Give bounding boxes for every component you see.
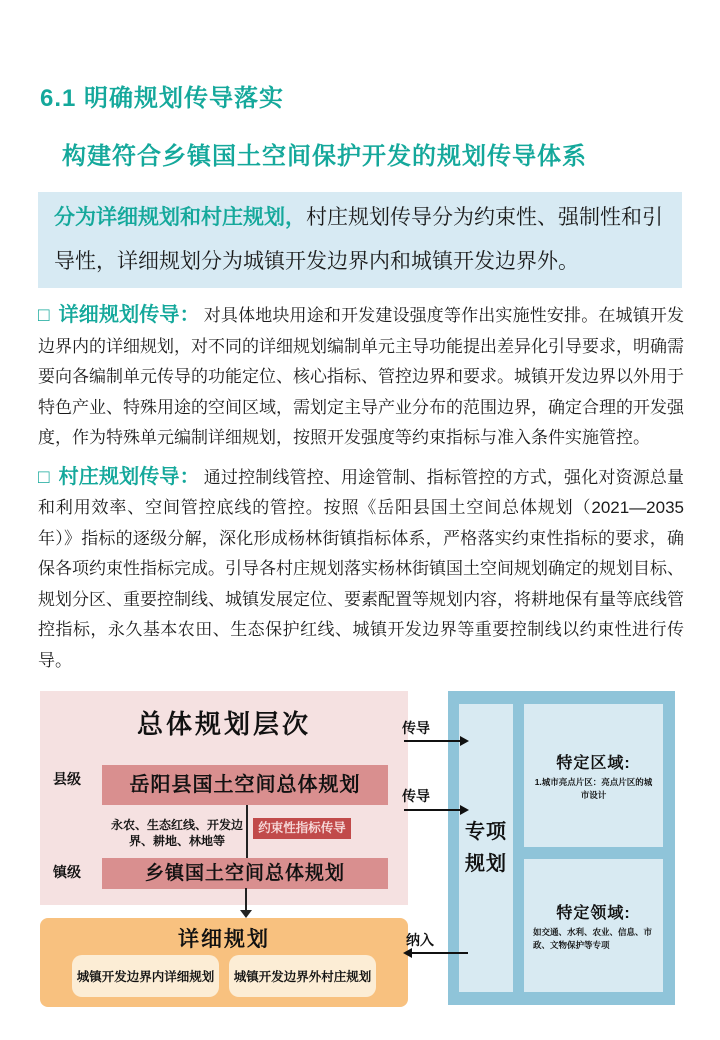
control-elements-note: 永农、生态红线、开发边界、耕地、林地等 <box>110 818 243 849</box>
summary-callout <box>38 192 682 288</box>
special-plan-title: 专项规划 <box>465 821 507 875</box>
arrow-right-icon <box>460 805 469 815</box>
planning-transmission-diagram <box>0 691 720 1009</box>
specific-field-desc: 如交通、水利、农业、信息、市政、文物保护等专项 <box>533 926 653 950</box>
square-bullet-icon: □ <box>38 305 50 326</box>
incorporate-label: 纳入 <box>406 932 434 948</box>
transmit-label-1: 传导 <box>402 720 430 736</box>
section-subtitle: 构建符合乡镇国土空间保护开发的规划传导体系 <box>62 143 587 170</box>
master-plan-panel <box>40 691 408 905</box>
outside-boundary-box: 城镇开发边界外村庄规划 <box>229 955 376 997</box>
detailed-plan-panel <box>40 918 408 1007</box>
arrow-down-icon <box>240 910 252 918</box>
specific-region-desc: 1.城市亮点片区：亮点片区的城市设计 <box>534 776 653 800</box>
callout-body: 村庄规划传导分为约束性、强制性和引导性，详细规划分为城镇开发边界内和城镇开发边界外。 <box>54 206 663 273</box>
down-arrow-line <box>245 888 247 911</box>
callout-lead: 分为详细规划和村庄规划， <box>54 206 306 229</box>
specific-region-box <box>524 704 663 847</box>
arrow-right-icon <box>460 736 469 746</box>
paragraph-lead: 村庄规划传导： <box>58 465 200 488</box>
special-plan-column <box>459 704 513 992</box>
paragraph-body: 对具体地块用途和开发建设强度等作出实施性安排。在城镇开发边界内的详细规划，对不同的详细规划编制单元主导功能提出差异化引导要求，明确需要向各编制单元传导的功能定位、核心指标、管控边界和要求。城镇开发边界以外用于特色产业、特殊用途的空间区域，需划定主导产业分布的范围边界，确定合理的开发强度，作为特殊单元编制详细规划，按照开发强度等约束指标与准入条件实施管控。 <box>38 306 685 447</box>
square-bullet-icon: □ <box>38 466 50 488</box>
transmit-label-2: 传导 <box>402 788 430 804</box>
arrow-left-icon <box>403 948 412 958</box>
inside-boundary-box: 城镇开发边界内详细规划 <box>72 955 219 997</box>
town-plan-bar: 乡镇国土空间总体规划 <box>102 858 388 889</box>
transmit-arrow-2 <box>404 809 461 811</box>
connector-line <box>246 805 248 858</box>
special-plan-panel <box>448 691 675 1005</box>
incorporate-arrow <box>412 952 468 954</box>
paragraph-village-planning <box>38 462 684 677</box>
county-plan-bar: 岳阳县国土空间总体规划 <box>102 765 388 805</box>
constraint-indicator-badge: 约束性指标传导 <box>253 818 351 839</box>
specific-region-title: 特定区域: <box>556 754 631 772</box>
specific-field-title: 特定领域: <box>556 904 631 922</box>
paragraph-lead: 详细规划传导： <box>58 304 200 326</box>
county-level-label: 县级 <box>53 771 81 787</box>
detailed-plan-title: 详细规划 <box>178 928 270 951</box>
transmit-arrow-1 <box>404 740 461 742</box>
paragraph-body: 通过控制线管控、用途管制、指标管控的方式，强化对资源总量和利用效率、空间管控底线的管控。按照《岳阳县国土空间总体规划（2021—2035年）》指标的逐级分解，深化形成杨林街镇指标体系，严格落实约束性指标的要求，确保各项约束性指标完成。引导各村庄规划落实杨林街镇国土空间规划确定的规划目标、规划分区、重要控制线、城镇发展定位、要素配置等规划内容，将耕地保有量等底线管控指标，永久基本农田、生态保护红线、城镇开发边界等重要控制线以约束性进行传导。 <box>38 467 685 670</box>
town-level-label: 镇级 <box>53 864 81 880</box>
master-plan-title: 总体规划层次 <box>136 709 311 739</box>
section-title: 6.1 明确规划传导落实 <box>40 85 285 112</box>
specific-field-box <box>524 859 663 992</box>
paragraph-detailed-planning <box>38 300 684 454</box>
detailed-plan-boxes <box>40 955 408 997</box>
